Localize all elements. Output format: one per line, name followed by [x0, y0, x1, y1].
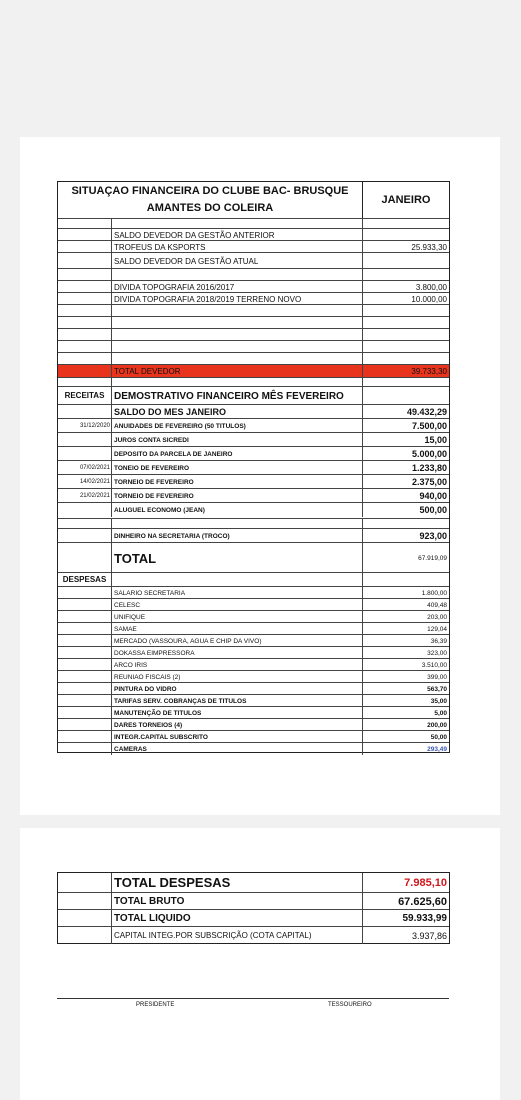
- table-row: [58, 502, 449, 517]
- despesas-section-label: DESPESAS: [58, 573, 112, 587]
- receitas-section-label: RECEITAS: [58, 387, 112, 405]
- row-label: CAMERAS: [112, 743, 363, 755]
- row-label: ALUGUEL ECONOMO (JEAN): [112, 503, 363, 517]
- row-value: 129,04: [427, 625, 447, 633]
- row-date: 21/02/2021: [58, 489, 112, 503]
- row-label: REUNIAO FISCAIS (2): [112, 671, 363, 683]
- document-page-2: [20, 828, 500, 1100]
- row-value: 200,00: [427, 721, 447, 729]
- row-label: UNIFIQUE: [112, 611, 363, 623]
- row-label: TORNEIO DE FEVEREIRO: [112, 489, 363, 503]
- total-despesas-value: 7.985,10: [404, 876, 447, 889]
- total-devedor-value: 39.733,30: [411, 367, 447, 376]
- row-label: JUROS CONTA SICREDI: [112, 433, 363, 447]
- receitas-total-label: TOTAL: [112, 543, 363, 573]
- row-label: TARIFAS SERV. COBRANÇAS DE TITULOS: [112, 695, 363, 707]
- presidente-signature-label: PRESIDENTE: [136, 1002, 175, 1008]
- row-value: 203,00: [427, 613, 447, 621]
- row-label: ARCO IRIS: [112, 659, 363, 671]
- row-value: 2.375,00: [411, 477, 447, 487]
- row-value: 7.500,00: [411, 421, 447, 431]
- report-title: [58, 182, 363, 218]
- table-row: [58, 252, 449, 269]
- row-value: 399,00: [427, 673, 447, 681]
- row-value: 323,00: [427, 649, 447, 657]
- report-title-line1: SITUAÇAO FINANCEIRA DO CLUBE BAC- BRUSQUE: [71, 185, 349, 197]
- row-label: SALDO DO MES JANEIRO: [112, 405, 363, 419]
- month-header: JANEIRO: [381, 194, 431, 206]
- summary-table: [57, 872, 450, 944]
- row-value: 50,00: [430, 733, 447, 741]
- row-date: 31/12/2020: [58, 419, 112, 433]
- total-despesas-row: [58, 873, 449, 892]
- capital-label: CAPITAL INTEG.POR SUBSCRIÇÃO (COTA CAPITAL): [112, 927, 363, 944]
- total-despesas-label: TOTAL DESPESAS: [112, 873, 363, 892]
- row-value: 3.800,00: [415, 282, 447, 292]
- row-date: 07/02/2021: [58, 461, 112, 475]
- troco-value: 923,00: [419, 531, 447, 541]
- row-label: CELESC: [112, 599, 363, 611]
- receitas-total-row: [58, 542, 449, 573]
- total-liquido-row: [58, 909, 449, 927]
- report-title-line2: AMANTES DO COLEIRA: [146, 202, 274, 214]
- total-devedor-row: [58, 364, 449, 378]
- row-value: 1.233,80: [411, 463, 447, 473]
- tesoureiro-signature-label: TESSOUREIRO: [328, 1002, 372, 1008]
- row-value: 15,00: [424, 435, 447, 445]
- receitas-total-value: 67.919,09: [418, 554, 447, 562]
- row-label: SALDO DEVEDOR DA GESTÃO ANTERIOR: [112, 229, 363, 241]
- row-value: 10.000,00: [411, 294, 447, 304]
- row-value: 49.432,29: [406, 407, 447, 417]
- row-label: DOKASSA EIMPRESSORA: [112, 647, 363, 659]
- table-row: [58, 742, 449, 755]
- total-liquido-value: 59.933,99: [402, 913, 447, 924]
- row-value: 5,00: [434, 709, 447, 717]
- document-page-1: [20, 137, 500, 815]
- row-label: DIVIDA TOPOGRAFIA 2016/2017: [112, 281, 363, 293]
- table-row: [58, 474, 449, 489]
- row-date: [58, 433, 112, 447]
- total-liquido-label: TOTAL LIQUIDO: [112, 910, 363, 927]
- financial-table: [57, 181, 450, 753]
- row-value: 25.933,30: [411, 242, 447, 252]
- row-label: DEPOSITO DA PARCELA DE JANEIRO: [112, 447, 363, 461]
- row-label: INTEGR.CAPITAL SUBSCRITO: [112, 731, 363, 743]
- signature-line: [57, 998, 449, 999]
- row-label: PINTURA DO VIDRO: [112, 683, 363, 695]
- table-row: [58, 446, 449, 461]
- despesas-heading-row: [58, 572, 449, 587]
- row-value: 5.000,00: [411, 449, 447, 459]
- row-label: TROFEUS DA KSPORTS: [112, 241, 363, 253]
- row-value: 409,48: [427, 601, 447, 609]
- table-row: [58, 488, 449, 503]
- row-value: 563,70: [427, 685, 447, 693]
- row-value: 35,00: [430, 697, 447, 705]
- row-label: TORNEIO DE FEVEREIRO: [112, 475, 363, 489]
- receitas-heading-row: [58, 386, 449, 405]
- row-label: TONEIO DE FEVEREIRO: [112, 461, 363, 475]
- total-bruto-row: [58, 892, 449, 910]
- row-label: ANUIDADES DE FEVEREIRO (50 TITULOS): [112, 419, 363, 433]
- row-value: 1.800,00: [421, 589, 447, 597]
- row-label: MERCADO (VASSOURA, AGUA E CHIP DA VIVO): [112, 635, 363, 647]
- capital-row: [58, 926, 449, 944]
- table-row: [58, 460, 449, 475]
- table-row: [58, 404, 449, 419]
- table-row: [58, 432, 449, 447]
- row-label: SAMAE: [112, 623, 363, 635]
- row-date: 14/02/2021: [58, 475, 112, 489]
- row-date: [58, 503, 112, 517]
- total-bruto-label: TOTAL BRUTO: [112, 893, 363, 910]
- row-label: DIVIDA TOPOGRAFIA 2018/2019 TERRENO NOVO: [112, 293, 363, 305]
- row-date: [58, 405, 112, 419]
- capital-value: 3.937,86: [411, 930, 447, 941]
- row-label: SALDO DEVEDOR DA GESTÃO ATUAL: [112, 253, 363, 269]
- row-value: 36,39: [430, 637, 447, 645]
- row-value: 940,00: [419, 491, 447, 501]
- row-value: 293,49: [427, 745, 447, 753]
- row-value: 3.510,00: [421, 661, 447, 669]
- row-label: DARES TORNEIOS (4): [112, 719, 363, 731]
- row-label: MANUTENÇÃO DE TITULOS: [112, 707, 363, 719]
- row-date: [58, 447, 112, 461]
- total-bruto-value: 67.625,60: [398, 895, 447, 908]
- row-value: 500,00: [419, 505, 447, 515]
- receitas-heading: DEMOSTRATIVO FINANCEIRO MÊS FEVEREIRO: [112, 387, 363, 405]
- troco-label: DINHEIRO NA SECRETARIA (TROCO): [112, 529, 363, 543]
- table-row: [58, 418, 449, 433]
- row-label: SALARIO SECRETARIA: [112, 587, 363, 599]
- troco-row: [58, 528, 449, 543]
- total-devedor-label: TOTAL DEVEDOR: [112, 365, 363, 378]
